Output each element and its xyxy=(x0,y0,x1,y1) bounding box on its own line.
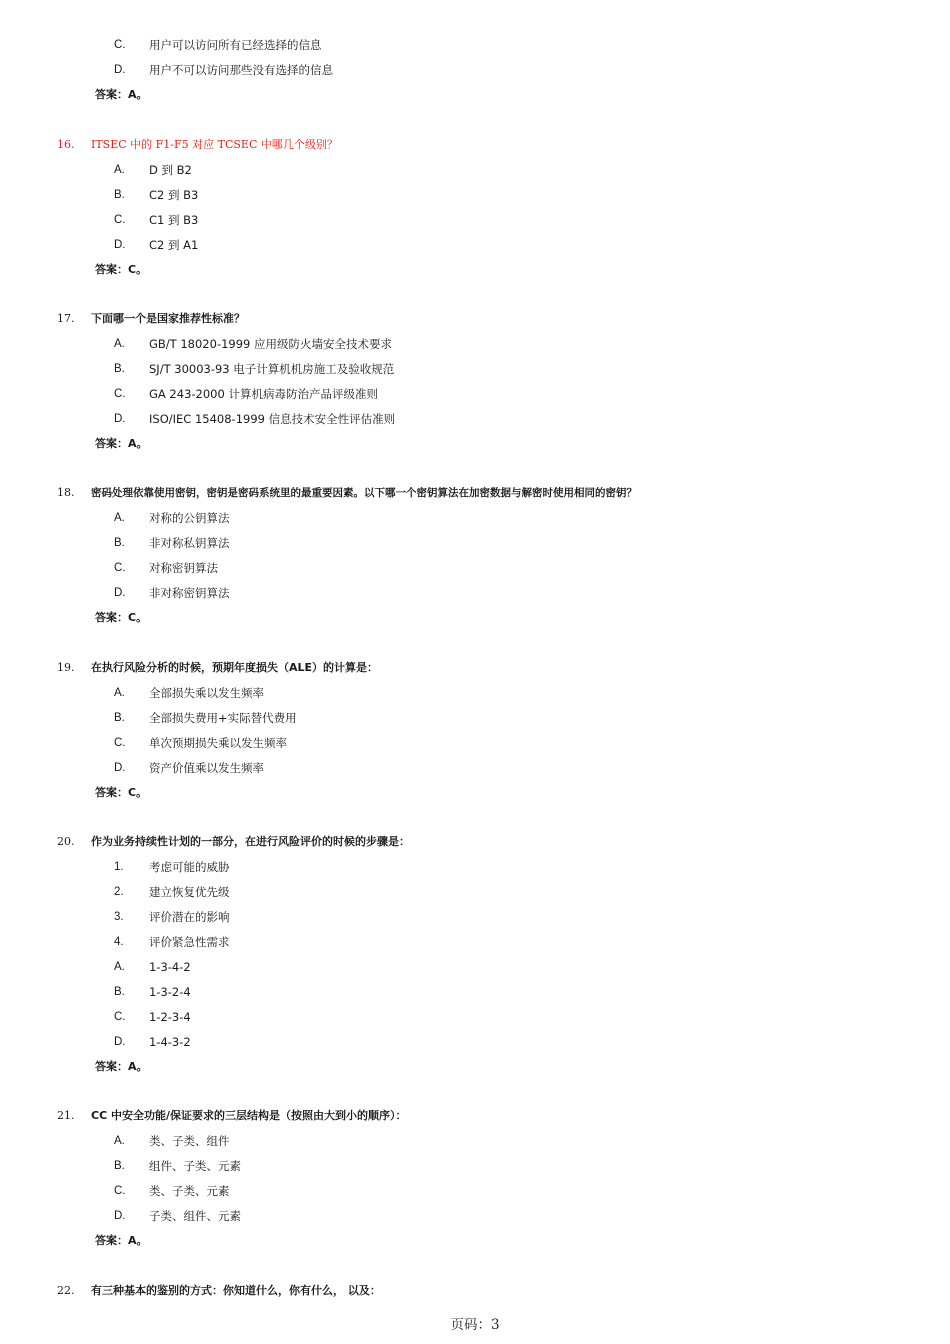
option-letter: C. xyxy=(114,39,126,51)
option-text: GA 243-2000 计算机病毒防治产品评级准则 xyxy=(149,387,378,401)
option-letter: B. xyxy=(114,537,125,549)
option-text: C2 到 B3 xyxy=(149,188,199,202)
option-letter: C. xyxy=(114,214,126,226)
question-number: 20. xyxy=(57,835,75,848)
option-letter: C. xyxy=(114,562,126,574)
option-letter: D. xyxy=(114,587,126,599)
option-text: GB/T 18020-1999 应用级防火墙安全技术要求 xyxy=(149,337,393,351)
page-number: 页码：3 xyxy=(450,1317,500,1333)
question-text: 作为业务持续性计划的一部分，在进行风险评价的时候的步骤是： xyxy=(91,835,410,848)
step-text: 考虑可能的威胁 xyxy=(149,860,230,874)
option-text: 对称的公钥算法 xyxy=(149,511,230,525)
step-number: 4. xyxy=(114,936,124,948)
option-letter: D. xyxy=(114,413,126,425)
question-text: 有三种基本的鉴别的方式：你知道什么，你有什么， 以及： xyxy=(91,1284,381,1297)
option-letter: C. xyxy=(114,1011,126,1023)
option-letter: B. xyxy=(114,1160,125,1172)
step-number: 2. xyxy=(114,886,124,898)
option-letter: B. xyxy=(114,189,125,201)
step-number: 1. xyxy=(114,861,124,873)
option-text: 非对称私钥算法 xyxy=(149,536,230,550)
option-text: 1-3-4-2 xyxy=(149,960,191,974)
question-number: 19. xyxy=(57,661,75,674)
option-text: 用户不可以访问那些没有选择的信息 xyxy=(149,63,333,77)
option-letter: C. xyxy=(114,388,126,400)
answer-text: 答案：A。 xyxy=(95,437,148,450)
question-number: 16. xyxy=(57,138,75,151)
option-letter: A. xyxy=(114,512,125,524)
option-text: D 到 B2 xyxy=(149,163,192,177)
option-letter: D. xyxy=(114,1036,126,1048)
option-text: 组件、子类、元素 xyxy=(149,1159,241,1173)
option-text: 1-2-3-4 xyxy=(149,1010,191,1024)
question-text: CC 中安全功能/保证要求的三层结构是（按照由大到小的顺序）： xyxy=(91,1109,407,1122)
option-letter: D. xyxy=(114,1210,126,1222)
option-text: 单次预期损失乘以发生频率 xyxy=(149,736,287,750)
option-text: 资产价值乘以发生频率 xyxy=(149,761,264,775)
option-text: ISO/IEC 15408-1999 信息技术安全性评估准则 xyxy=(149,412,396,426)
question-text: 在执行风险分析的时候，预期年度损失（ALE）的计算是： xyxy=(91,661,379,674)
answer-text: 答案：C。 xyxy=(95,611,148,624)
step-text: 评价潜在的影响 xyxy=(149,910,230,924)
answer-text: 答案：A。 xyxy=(95,88,148,101)
option-text: 类、子类、元素 xyxy=(149,1184,230,1198)
option-letter: D. xyxy=(114,762,126,774)
step-text: 建立恢复优先级 xyxy=(149,885,230,899)
option-text: 1-3-2-4 xyxy=(149,985,191,999)
step-number: 3. xyxy=(114,911,124,923)
option-text: SJ/T 30003-93 电子计算机机房施工及验收规范 xyxy=(149,362,395,376)
option-text: 对称密钥算法 xyxy=(149,561,218,575)
option-letter: B. xyxy=(114,986,125,998)
option-text: C1 到 B3 xyxy=(149,213,199,227)
option-letter: A. xyxy=(114,164,125,176)
option-text: 类、子类、组件 xyxy=(149,1134,230,1148)
option-letter: A. xyxy=(114,338,125,350)
question-number: 17. xyxy=(57,312,75,325)
answer-text: 答案：A。 xyxy=(95,1060,148,1073)
question-text: 下面哪一个是国家推荐性标准？ xyxy=(91,312,245,325)
option-letter: C. xyxy=(114,737,126,749)
option-letter: B. xyxy=(114,712,125,724)
option-letter: A. xyxy=(114,687,125,699)
option-letter: B. xyxy=(114,363,125,375)
option-letter: A. xyxy=(114,961,125,973)
question-text: ITSEC 中的 F1-F5 对应 TCSEC 中哪几个级别？ xyxy=(91,138,338,151)
option-text: 全部损失费用+实际替代费用 xyxy=(149,711,297,725)
option-text: 1-4-3-2 xyxy=(149,1035,191,1049)
option-text: C2 到 A1 xyxy=(149,238,199,252)
question-number: 22. xyxy=(57,1284,75,1297)
question-number: 18. xyxy=(57,486,75,499)
option-letter: C. xyxy=(114,1185,126,1197)
answer-text: 答案：C。 xyxy=(95,263,148,276)
option-text: 全部损失乘以发生频率 xyxy=(149,686,264,700)
option-letter: D. xyxy=(114,239,126,251)
option-letter: D. xyxy=(114,64,126,76)
option-letter: A. xyxy=(114,1135,125,1147)
step-text: 评价紧急性需求 xyxy=(149,935,230,949)
answer-text: 答案：C。 xyxy=(95,786,148,799)
question-number: 21. xyxy=(57,1109,75,1122)
question-text: 密码处理依靠使用密钥，密钥是密码系统里的最重要因素。以下哪一个密钥算法在加密数据与解密时使用相同的密钥？ xyxy=(91,487,637,499)
option-text: 非对称密钥算法 xyxy=(149,586,230,600)
option-text: 用户可以访问所有已经选择的信息 xyxy=(149,38,322,52)
answer-text: 答案：A。 xyxy=(95,1234,148,1247)
option-text: 子类、组件、元素 xyxy=(149,1209,241,1223)
